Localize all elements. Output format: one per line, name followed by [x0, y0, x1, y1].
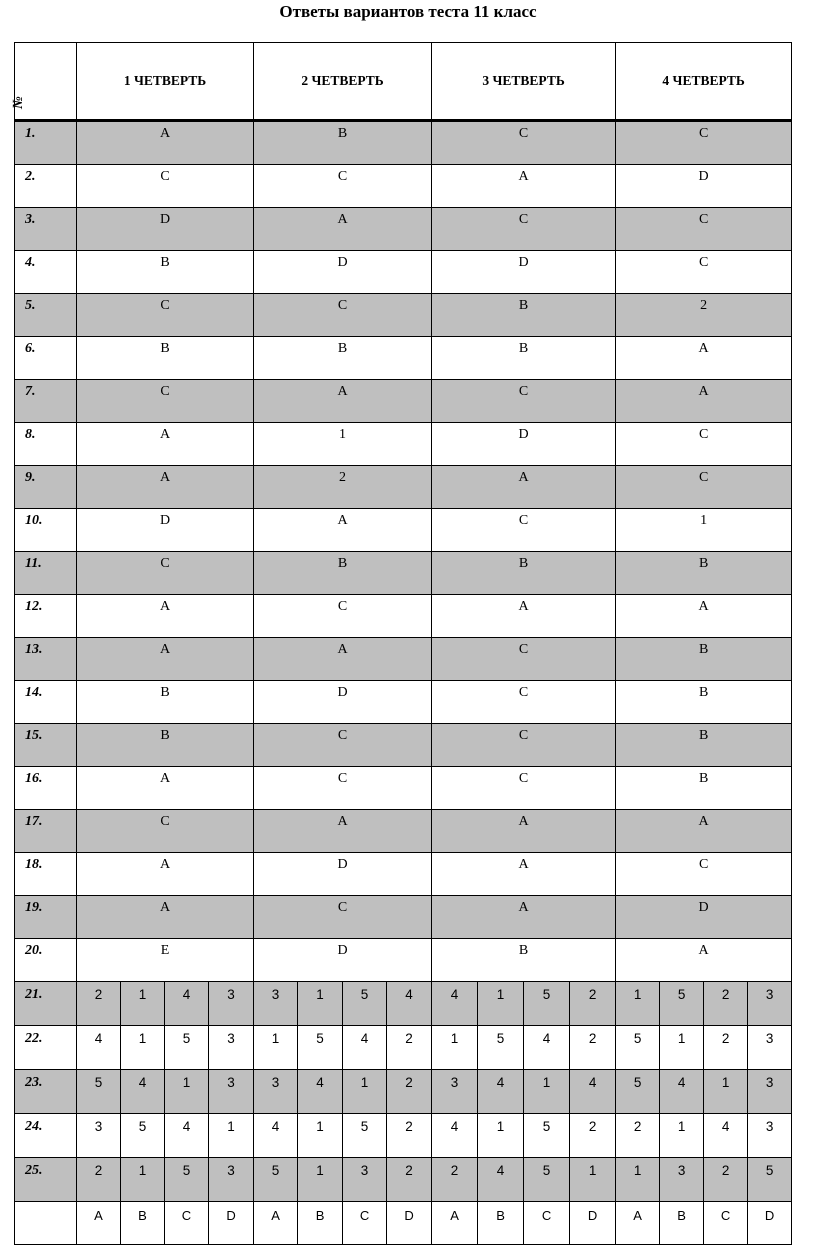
quarter-header-3: 3 ЧЕТВЕРТЬ: [432, 43, 616, 121]
letter-cell: D: [387, 1202, 432, 1245]
answer-cell: A: [616, 810, 792, 853]
answer-cell: A: [77, 853, 254, 896]
answer-cell: C: [432, 681, 616, 724]
answer-row: [15, 810, 792, 853]
matching-cell: 3: [77, 1114, 121, 1158]
answer-cell: A: [77, 121, 254, 165]
answer-cell: B: [432, 939, 616, 982]
answer-cell: D: [616, 165, 792, 208]
matching-cell: 2: [570, 1114, 616, 1158]
answer-row: [15, 337, 792, 380]
matching-row: [15, 1114, 792, 1158]
answer-row: [15, 939, 792, 982]
matching-cell: 2: [570, 982, 616, 1026]
matching-cell: 5: [77, 1070, 121, 1114]
answer-cell: A: [77, 767, 254, 810]
question-number: 1.: [15, 121, 77, 165]
matching-cell: 4: [165, 982, 209, 1026]
answer-row: [15, 724, 792, 767]
answer-row: [15, 767, 792, 810]
answer-cell: D: [432, 423, 616, 466]
question-number: 3.: [15, 208, 77, 251]
matching-cell: 4: [478, 1070, 524, 1114]
matching-cell: 5: [478, 1026, 524, 1070]
matching-cell: 1: [209, 1114, 254, 1158]
question-number: 17.: [15, 810, 77, 853]
letter-cell: D: [748, 1202, 792, 1245]
question-number: 22.: [15, 1026, 77, 1070]
letter-cell: B: [660, 1202, 704, 1245]
letter-cell: D: [570, 1202, 616, 1245]
matching-row: [15, 1070, 792, 1114]
answer-cell: A: [616, 337, 792, 380]
matching-cell: 5: [165, 1026, 209, 1070]
answer-cell: A: [254, 509, 432, 552]
answer-cell: C: [616, 853, 792, 896]
letter-cell: D: [209, 1202, 254, 1245]
question-number: 14.: [15, 681, 77, 724]
matching-cell: 1: [524, 1070, 570, 1114]
answer-cell: B: [77, 681, 254, 724]
answer-cell: C: [432, 638, 616, 681]
matching-cell: 4: [704, 1114, 748, 1158]
answer-cell: D: [254, 853, 432, 896]
matching-cell: 2: [77, 982, 121, 1026]
answer-cell: D: [254, 251, 432, 294]
matching-cell: 5: [343, 982, 387, 1026]
matching-cell: 2: [616, 1114, 660, 1158]
question-number: 11.: [15, 552, 77, 595]
question-number: 6.: [15, 337, 77, 380]
matching-cell: 2: [570, 1026, 616, 1070]
answer-cell: B: [432, 552, 616, 595]
matching-cell: 5: [121, 1114, 165, 1158]
answer-cell: B: [77, 337, 254, 380]
matching-row: [15, 1158, 792, 1202]
matching-cell: 1: [704, 1070, 748, 1114]
matching-cell: 2: [387, 1070, 432, 1114]
answer-cell: C: [254, 165, 432, 208]
answer-cell: C: [254, 595, 432, 638]
answer-cell: D: [254, 681, 432, 724]
answer-row: [15, 595, 792, 638]
answer-cell: B: [616, 767, 792, 810]
matching-cell: 3: [748, 1026, 792, 1070]
answer-cell: A: [432, 896, 616, 939]
question-number: 8.: [15, 423, 77, 466]
answer-cell: B: [77, 724, 254, 767]
question-number: 2.: [15, 165, 77, 208]
matching-cell: 5: [343, 1114, 387, 1158]
answer-cell: C: [432, 724, 616, 767]
matching-cell: 2: [432, 1158, 478, 1202]
matching-row: [15, 1026, 792, 1070]
matching-cell: 4: [432, 982, 478, 1026]
answer-cell: B: [616, 724, 792, 767]
answer-cell: E: [77, 939, 254, 982]
answer-cell: B: [254, 552, 432, 595]
letter-cell: A: [254, 1202, 298, 1245]
answer-cell: B: [616, 552, 792, 595]
matching-cell: 1: [298, 1114, 343, 1158]
answer-cell: D: [77, 509, 254, 552]
matching-cell: 5: [254, 1158, 298, 1202]
matching-cell: 3: [209, 982, 254, 1026]
matching-row: [15, 982, 792, 1026]
answer-row: [15, 165, 792, 208]
answer-row: [15, 121, 792, 165]
empty-cell: [15, 1202, 77, 1245]
answer-cell: 1: [254, 423, 432, 466]
question-number: 4.: [15, 251, 77, 294]
letter-cell: B: [298, 1202, 343, 1245]
answer-cell: A: [432, 595, 616, 638]
answer-cell: C: [254, 896, 432, 939]
letter-cell: C: [524, 1202, 570, 1245]
question-number: 5.: [15, 294, 77, 337]
answer-cell: B: [616, 638, 792, 681]
matching-cell: 3: [209, 1070, 254, 1114]
question-number: 23.: [15, 1070, 77, 1114]
answer-cell: B: [254, 121, 432, 165]
letters-row: [15, 1202, 792, 1245]
answer-cell: C: [432, 767, 616, 810]
matching-cell: 2: [77, 1158, 121, 1202]
answer-cell: B: [616, 681, 792, 724]
answer-cell: C: [77, 294, 254, 337]
matching-cell: 3: [748, 982, 792, 1026]
answer-cell: C: [616, 121, 792, 165]
matching-cell: 5: [660, 982, 704, 1026]
answer-row: [15, 380, 792, 423]
matching-cell: 1: [121, 982, 165, 1026]
answer-cell: D: [254, 939, 432, 982]
page-title: Ответы вариантов теста 11 класс: [279, 2, 537, 21]
answer-cell: C: [254, 294, 432, 337]
question-number: 12.: [15, 595, 77, 638]
matching-cell: 1: [478, 1114, 524, 1158]
matching-cell: 1: [570, 1158, 616, 1202]
answer-row: [15, 681, 792, 724]
matching-cell: 3: [254, 982, 298, 1026]
question-number: 15.: [15, 724, 77, 767]
matching-cell: 4: [387, 982, 432, 1026]
question-number: 25.: [15, 1158, 77, 1202]
answer-cell: B: [77, 251, 254, 294]
matching-cell: 4: [343, 1026, 387, 1070]
answer-cell: C: [432, 380, 616, 423]
answer-cell: A: [77, 595, 254, 638]
answer-row: [15, 251, 792, 294]
answer-cell: C: [254, 724, 432, 767]
matching-cell: 1: [660, 1026, 704, 1070]
answer-cell: A: [616, 595, 792, 638]
number-header: [11, 43, 77, 121]
question-number: 16.: [15, 767, 77, 810]
question-number: 19.: [15, 896, 77, 939]
question-number: 18.: [15, 853, 77, 896]
matching-cell: 4: [254, 1114, 298, 1158]
answer-cell: A: [77, 466, 254, 509]
matching-cell: 2: [387, 1114, 432, 1158]
matching-cell: 5: [524, 982, 570, 1026]
matching-cell: 5: [616, 1070, 660, 1114]
header-row: [15, 43, 792, 121]
matching-cell: 1: [298, 1158, 343, 1202]
answer-row: [15, 423, 792, 466]
matching-cell: 4: [121, 1070, 165, 1114]
answer-cell: C: [77, 165, 254, 208]
matching-cell: 1: [660, 1114, 704, 1158]
matching-cell: 1: [254, 1026, 298, 1070]
answer-cell: A: [254, 380, 432, 423]
matching-cell: 3: [254, 1070, 298, 1114]
answer-cell: B: [254, 337, 432, 380]
answer-cell: D: [77, 208, 254, 251]
matching-cell: 1: [616, 982, 660, 1026]
answer-cell: A: [432, 165, 616, 208]
answer-cell: 2: [616, 294, 792, 337]
matching-cell: 5: [165, 1158, 209, 1202]
matching-cell: 4: [432, 1114, 478, 1158]
matching-cell: 3: [209, 1026, 254, 1070]
answer-cell: A: [432, 810, 616, 853]
answer-cell: A: [432, 466, 616, 509]
answer-cell: C: [432, 509, 616, 552]
answer-cell: A: [77, 423, 254, 466]
matching-cell: 4: [77, 1026, 121, 1070]
answer-cell: C: [77, 380, 254, 423]
matching-cell: 3: [432, 1070, 478, 1114]
matching-cell: 5: [748, 1158, 792, 1202]
answers-table: [11, 42, 792, 1245]
matching-cell: 1: [478, 982, 524, 1026]
matching-cell: 4: [165, 1114, 209, 1158]
answer-row: [15, 896, 792, 939]
matching-cell: 2: [704, 1026, 748, 1070]
question-number: 13.: [15, 638, 77, 681]
matching-cell: 5: [298, 1026, 343, 1070]
answer-cell: A: [254, 638, 432, 681]
matching-cell: 1: [298, 982, 343, 1026]
matching-cell: 1: [121, 1026, 165, 1070]
answer-cell: C: [432, 208, 616, 251]
question-number: 21.: [15, 982, 77, 1026]
answer-cell: C: [254, 767, 432, 810]
letter-cell: A: [432, 1202, 478, 1245]
question-number: 24.: [15, 1114, 77, 1158]
answer-row: [15, 552, 792, 595]
matching-cell: 5: [524, 1114, 570, 1158]
answer-cell: 2: [254, 466, 432, 509]
letter-cell: A: [616, 1202, 660, 1245]
answer-cell: A: [616, 380, 792, 423]
answer-row: [15, 294, 792, 337]
answer-cell: A: [77, 638, 254, 681]
answer-cell: A: [254, 208, 432, 251]
letter-cell: C: [704, 1202, 748, 1245]
answer-row: [15, 853, 792, 896]
matching-cell: 4: [298, 1070, 343, 1114]
matching-cell: 4: [660, 1070, 704, 1114]
question-number: 9.: [15, 466, 77, 509]
matching-cell: 2: [387, 1158, 432, 1202]
matching-cell: 4: [524, 1026, 570, 1070]
matching-cell: 1: [343, 1070, 387, 1114]
answer-row: [15, 638, 792, 681]
matching-cell: 2: [387, 1026, 432, 1070]
letter-cell: B: [478, 1202, 524, 1245]
answer-row: [15, 208, 792, 251]
matching-cell: 3: [748, 1070, 792, 1114]
answer-cell: A: [616, 939, 792, 982]
question-number: 10.: [15, 509, 77, 552]
matching-cell: 3: [748, 1114, 792, 1158]
answer-cell: C: [616, 466, 792, 509]
letter-cell: B: [121, 1202, 165, 1245]
matching-cell: 3: [343, 1158, 387, 1202]
letter-cell: A: [77, 1202, 121, 1245]
matching-cell: 1: [121, 1158, 165, 1202]
matching-cell: 1: [432, 1026, 478, 1070]
answer-cell: A: [254, 810, 432, 853]
answer-cell: B: [432, 294, 616, 337]
answer-cell: C: [432, 121, 616, 165]
number-sign: №: [11, 96, 26, 109]
answer-cell: A: [77, 896, 254, 939]
answer-row: [15, 466, 792, 509]
question-number: 20.: [15, 939, 77, 982]
matching-cell: 4: [478, 1158, 524, 1202]
letter-cell: C: [165, 1202, 209, 1245]
answer-row: [15, 509, 792, 552]
matching-cell: 1: [165, 1070, 209, 1114]
quarter-header-1: 1 ЧЕТВЕРТЬ: [77, 43, 254, 121]
matching-cell: 3: [209, 1158, 254, 1202]
matching-cell: 5: [616, 1026, 660, 1070]
letter-cell: C: [343, 1202, 387, 1245]
quarter-header-2: 2 ЧЕТВЕРТЬ: [254, 43, 432, 121]
question-number: 7.: [15, 380, 77, 423]
answer-cell: B: [432, 337, 616, 380]
answer-cell: C: [616, 423, 792, 466]
matching-cell: 1: [616, 1158, 660, 1202]
answer-cell: D: [432, 251, 616, 294]
answer-cell: D: [616, 896, 792, 939]
answer-cell: A: [432, 853, 616, 896]
matching-cell: 4: [570, 1070, 616, 1114]
matching-cell: 3: [660, 1158, 704, 1202]
answer-cell: C: [77, 552, 254, 595]
answer-cell: C: [616, 208, 792, 251]
answer-cell: C: [616, 251, 792, 294]
matching-cell: 2: [704, 1158, 748, 1202]
quarter-header-4: 4 ЧЕТВЕРТЬ: [616, 43, 792, 121]
answer-cell: 1: [616, 509, 792, 552]
matching-cell: 5: [524, 1158, 570, 1202]
matching-cell: 2: [704, 982, 748, 1026]
answer-cell: C: [77, 810, 254, 853]
